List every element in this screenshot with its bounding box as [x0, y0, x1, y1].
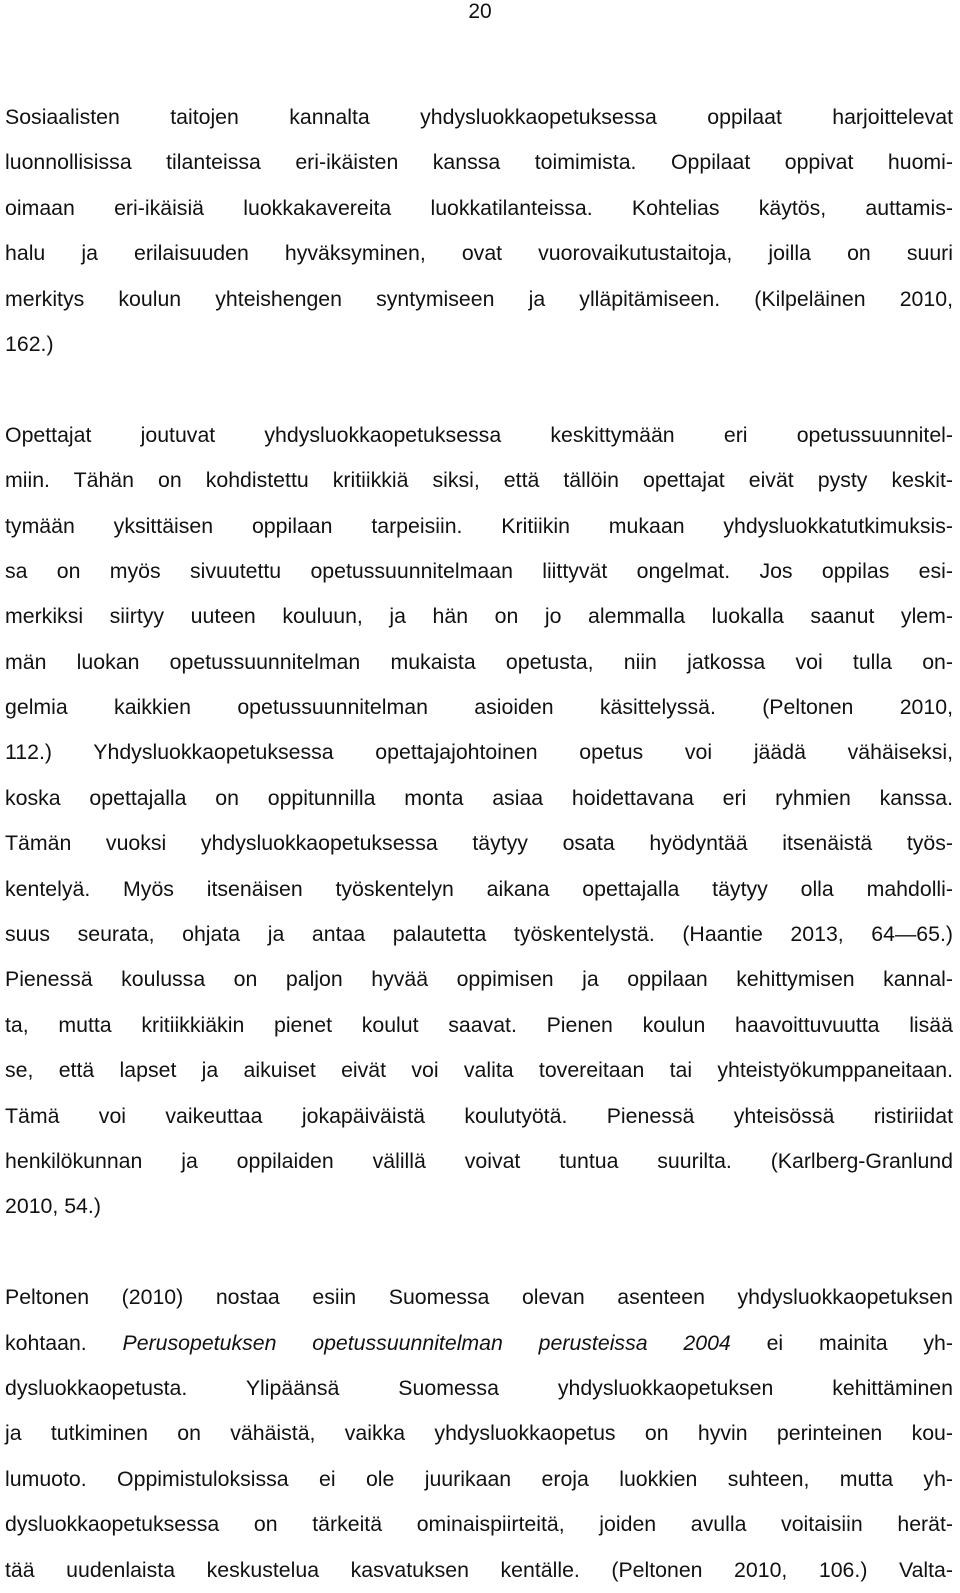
text-line-with-title — [5, 1321, 953, 1366]
text-line: Pienessä koulussa on paljon hyvää oppimisen ja oppilaan kehittymisen kannal- — [5, 967, 953, 992]
text-line: oimaan eri-ikäisiä luokkakavereita luokkatilanteissa. Kohtelias käytös, auttamis- — [5, 195, 953, 220]
text-line: 162.) — [5, 331, 54, 356]
text-line: merkitys koulun yhteishengen syntymiseen ja ylläpitämiseen. (Kilpeläinen 2010, — [5, 286, 953, 311]
text-line: Sosiaalisten taitojen kannalta yhdysluokkaopetuksessa oppilaat harjoittelevat — [5, 105, 953, 129]
text-line: henkilökunnan ja oppilaiden välillä voivat tuntua suurilta. (Karlberg-Granlund — [5, 1148, 953, 1173]
paragraph-gap — [5, 1230, 953, 1275]
text-line: merkiksi siirtyy uuteen kouluun, ja hän on jo alemmalla luokalla saanut ylem- — [5, 604, 953, 629]
text-line: dysluokkaopetuksessa on tärkeitä ominaispiirteitä, joiden avulla voitaisiin herät- — [5, 1512, 953, 1537]
text-line: Tämä voi vaikeuttaa jokapäiväistä koulutyötä. Pienessä yhteisössä ristiriidat — [5, 1103, 953, 1128]
text-line: halu ja erilaisuuden hyväksyminen, ovat vuorovaikutustaitoja, joilla on suuri — [5, 241, 953, 266]
paragraph-3 — [5, 1275, 953, 1593]
document-title-italic: Perusopetuksen opetussuunnitelman perusteissa 2004 — [122, 1330, 731, 1355]
text-line: Peltonen (2010) nostaa esiin Suomessa olevan asenteen yhdysluokkaopetuksen — [5, 1285, 953, 1310]
text-line: se, että lapset ja aikuiset eivät voi valita tovereitaan tai yhteistyökumppaneitaan. — [5, 1058, 953, 1083]
text-line: Tämän vuoksi yhdysluokkaopetuksessa täytyy osata hyödyntää itsenäistä työs- — [5, 831, 953, 856]
text-line: tää uudenlaista keskustelua kasvatuksen kentälle. (Peltonen 2010, 106.) Valta- — [5, 1557, 953, 1582]
text-line: män luokan opetussuunnitelman mukaista opetusta, niin jatkossa voi tulla on- — [5, 649, 953, 674]
text-line: suus seurata, ohjata ja antaa palautetta työskentelystä. (Haantie 2013, 64—65.) — [5, 922, 953, 947]
text-line: koska opettajalla on oppitunnilla monta asiaa hoidettavana eri ryhmien kanssa. — [5, 785, 953, 810]
text-line: dysluokkaopetusta. Ylipäänsä Suomessa yhdysluokkaopetuksen kehittäminen — [5, 1375, 953, 1400]
paragraph-gap — [5, 367, 953, 412]
text-line: miin. Tähän on kohdistettu kritiikkiä siksi, että tällöin opettajat eivät pysty keskit- — [5, 468, 953, 493]
text-line: luonnollisissa tilanteissa eri-ikäisten kanssa toimimista. Oppilaat oppivat huomi- — [5, 150, 953, 175]
paragraph-2 — [5, 413, 953, 1230]
text-line: gelmia kaikkien opetussuunnitelman asioiden käsittelyssä. (Peltonen 2010, — [5, 695, 953, 720]
text-run: ei mainita yh- — [730, 1330, 953, 1355]
text-line: 112.) Yhdysluokkaopetuksessa opettajajohtoinen opetus voi jäädä vähäiseksi, — [5, 740, 953, 765]
text-line: 2010, 54.) — [5, 1194, 101, 1219]
page-number: 20 — [468, 0, 492, 23]
text-line: lumuoto. Oppimistuloksissa ei ole juurikaan eroja luokkien suhteen, mutta yh- — [5, 1466, 953, 1491]
text-line: Opettajat joutuvat yhdysluokkaopetuksessa keskittymään eri opetussuunnitel- — [5, 422, 953, 447]
text-line: kentelyä. Myös itsenäisen työskentelyn aikana opettajalla täytyy olla mahdolli- — [5, 876, 953, 901]
text-line: tymään yksittäisen oppilaan tarpeisiin. Kritiikin mukaan yhdysluokkatutkimuksis- — [5, 513, 953, 538]
text-line: ja tutkiminen on vähäistä, vaikka yhdysluokkaopetus on hyvin perinteinen kou- — [5, 1421, 953, 1446]
text-line: sa on myös sivuutettu opetussuunnitelmaan liittyvät ongelmat. Jos oppilas esi- — [5, 558, 953, 583]
text-run: kohtaan. — [5, 1330, 123, 1355]
document-body — [5, 95, 953, 1593]
text-line: ta, mutta kritiikkiäkin pienet koulut saavat. Pienen koulun haavoittuvuutta lisää — [5, 1012, 953, 1037]
paragraph-1 — [5, 95, 953, 367]
